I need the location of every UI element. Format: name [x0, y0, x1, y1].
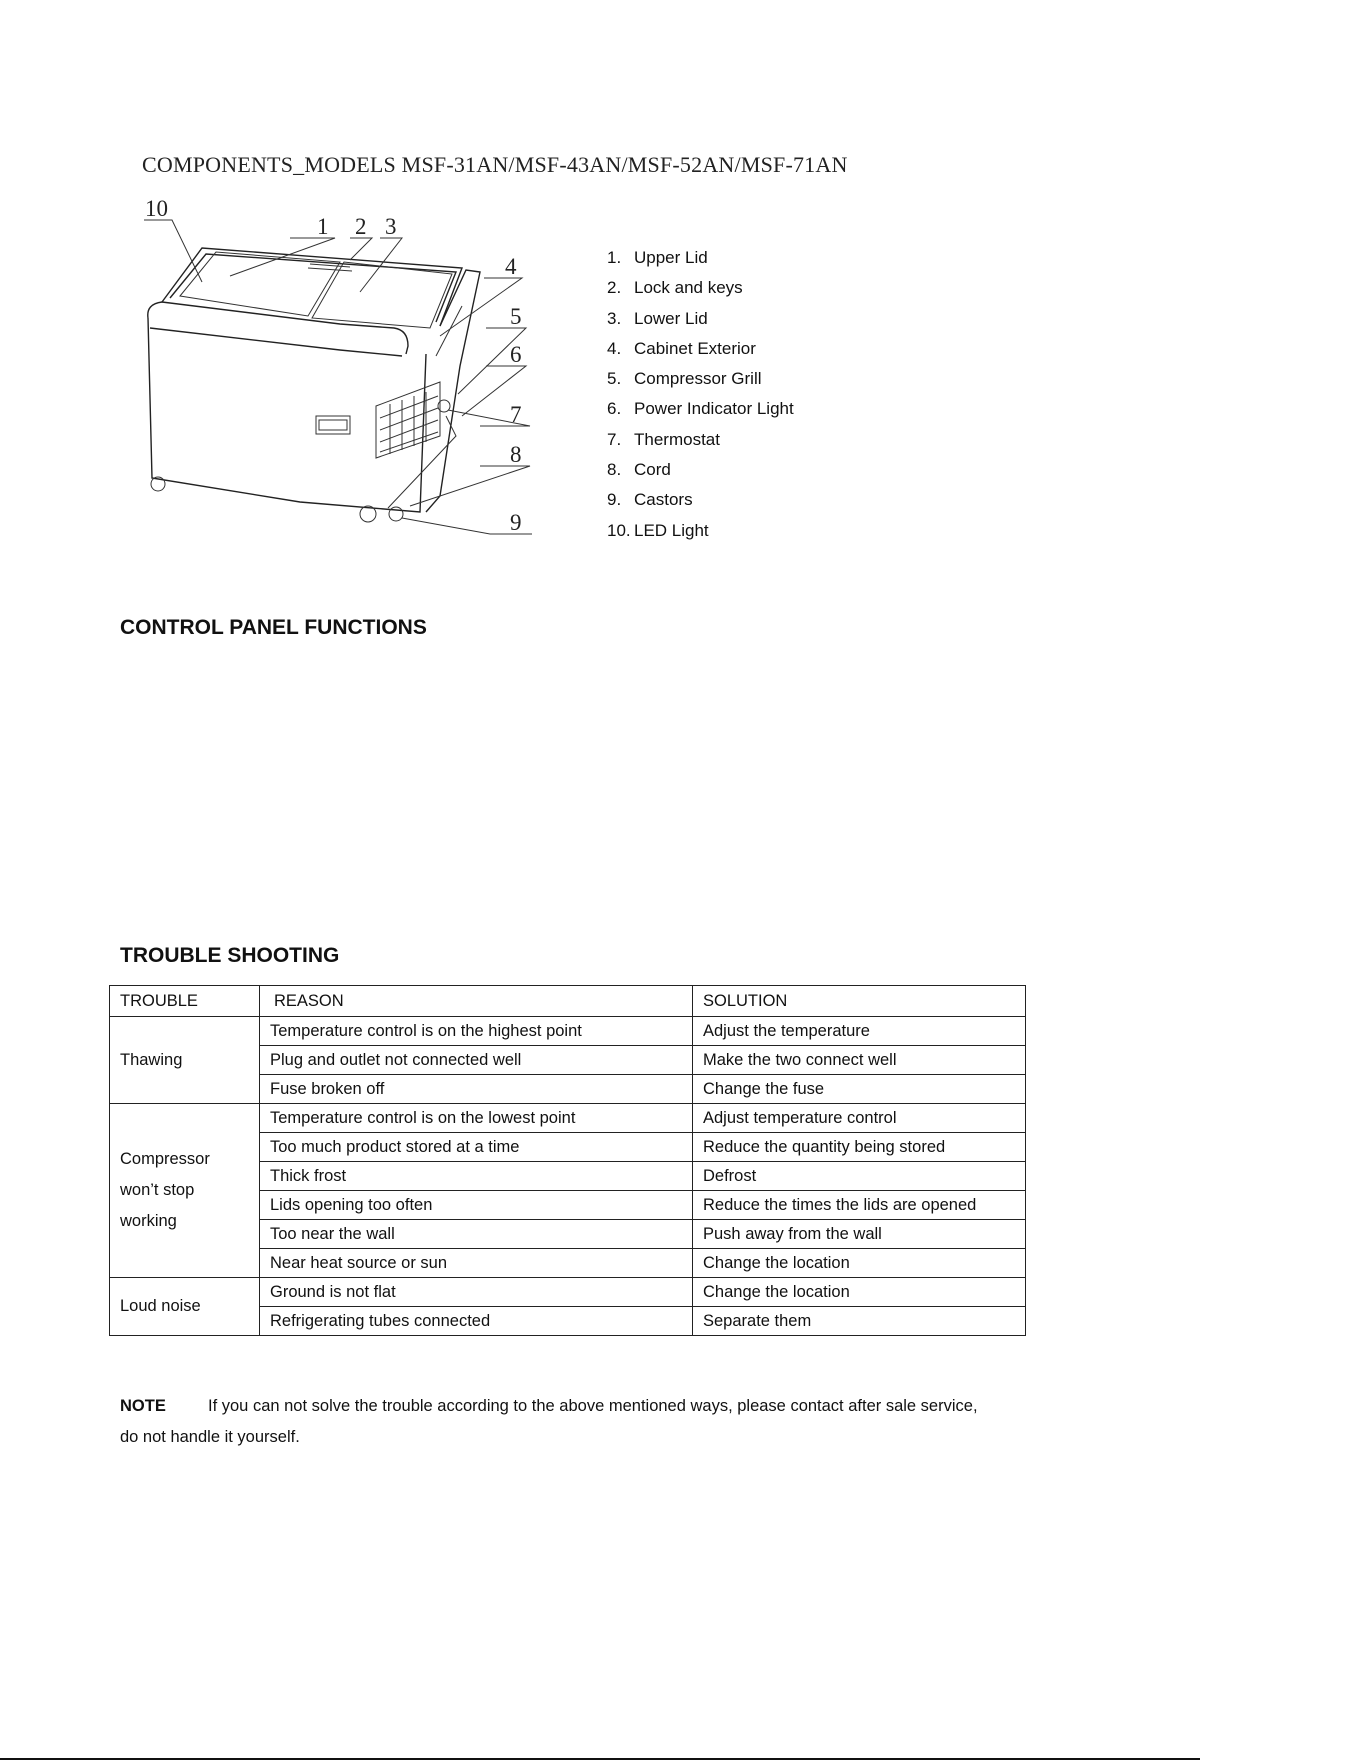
solution-cell: Change the location — [693, 1278, 1026, 1307]
trouble-line: working — [120, 1212, 177, 1230]
callout-7: 7 — [510, 402, 522, 427]
freezer-diagram — [140, 196, 540, 546]
solution-cell: Make the two connect well — [693, 1046, 1026, 1075]
table-row — [110, 1278, 1026, 1307]
part-number: 5. — [607, 369, 622, 389]
part-number: 7. — [607, 429, 622, 449]
parts-list — [607, 248, 794, 551]
reason-cell: Lids opening too often — [260, 1191, 693, 1220]
trouble-line: Thawing — [120, 1050, 183, 1069]
reason-cell: Thick frost — [260, 1162, 693, 1191]
solution-cell: Adjust temperature control — [693, 1104, 1026, 1133]
part-number: 8. — [607, 460, 622, 480]
parts-list-item — [607, 460, 794, 490]
callout-5: 5 — [510, 304, 522, 329]
trouble-cell — [110, 1104, 260, 1278]
castor-icon — [360, 506, 376, 522]
header-reason: REASON — [260, 986, 693, 1017]
troubleshooting-table-body — [110, 1017, 1026, 1336]
reason-cell: Near heat source or sun — [260, 1249, 693, 1278]
trouble-cell — [110, 1017, 260, 1104]
callout-1: 1 — [317, 214, 329, 239]
part-number: 2. — [607, 278, 622, 298]
parts-list-item — [607, 369, 794, 399]
trouble-line: won’t stop — [120, 1181, 195, 1199]
solution-cell: Push away from the wall — [693, 1220, 1026, 1249]
callout-3: 3 — [385, 214, 397, 239]
components-title: COMPONENTS_MODELS MSF-31AN/MSF-43AN/MSF-52AN/MSF-71AN — [142, 152, 848, 177]
part-label: Thermostat — [634, 429, 720, 449]
parts-list-item — [607, 278, 794, 308]
part-number: 10. — [607, 520, 631, 540]
part-number: 9. — [607, 490, 622, 510]
trouble-line: Loud noise — [120, 1297, 201, 1315]
table-row — [110, 1104, 1026, 1133]
part-label: Compressor Grill — [634, 369, 762, 389]
parts-list-item — [607, 490, 794, 520]
callout-6: 6 — [510, 342, 522, 367]
parts-list-item — [607, 399, 794, 429]
reason-cell: Temperature control is on the lowest point — [260, 1104, 693, 1133]
parts-list-item — [607, 521, 794, 551]
reason-cell: Too near the wall — [260, 1220, 693, 1249]
note-label: NOTE — [120, 1397, 166, 1415]
reason-cell: Temperature control is on the highest point — [260, 1017, 693, 1046]
parts-list-item — [607, 248, 794, 278]
troubleshooting-table — [109, 985, 1026, 1336]
part-label: Cabinet Exterior — [634, 338, 756, 358]
reason-cell: Refrigerating tubes connected — [260, 1307, 693, 1336]
reason-cell: Plug and outlet not connected well — [260, 1046, 693, 1075]
note-text: If you can not solve the trouble according to the above mentioned ways, please contact after sale service, do not handle it yourself. — [120, 1397, 978, 1446]
diagram-callouts — [144, 196, 532, 535]
callout-2: 2 — [355, 214, 367, 239]
solution-cell: Separate them — [693, 1307, 1026, 1336]
part-label: Lower Lid — [634, 308, 708, 328]
parts-list-item — [607, 309, 794, 339]
solution-cell: Reduce the times the lids are opened — [693, 1191, 1026, 1220]
trouble-cell — [110, 1278, 260, 1336]
reason-cell: Ground is not flat — [260, 1278, 693, 1307]
callout-9: 9 — [510, 510, 522, 535]
compressor-grill — [376, 382, 440, 458]
control-panel-heading: CONTROL PANEL FUNCTIONS — [120, 616, 427, 639]
logo-badge — [316, 416, 350, 434]
solution-cell: Change the location — [693, 1249, 1026, 1278]
solution-cell: Defrost — [693, 1162, 1026, 1191]
part-label: Upper Lid — [634, 248, 708, 267]
castor-icon — [389, 507, 403, 521]
part-label: Lock and keys — [634, 278, 743, 298]
solution-cell: Change the fuse — [693, 1075, 1026, 1104]
header-solution: SOLUTION — [693, 986, 1026, 1017]
reason-cell: Fuse broken off — [260, 1075, 693, 1104]
callout-4: 4 — [505, 254, 517, 279]
part-number: 3. — [607, 308, 622, 328]
solution-cell: Reduce the quantity being stored — [693, 1133, 1026, 1162]
part-number: 1. — [607, 248, 622, 267]
troubleshooting-heading: TROUBLE SHOOTING — [120, 944, 340, 967]
header-trouble: TROUBLE — [110, 986, 260, 1017]
part-number: 4. — [607, 338, 622, 358]
note — [120, 1391, 1000, 1453]
part-label: Power Indicator Light — [634, 399, 794, 419]
table-header-row — [110, 986, 1026, 1017]
callout-8: 8 — [510, 442, 522, 467]
part-number: 6. — [607, 399, 622, 419]
table-row — [110, 1017, 1026, 1046]
part-label: LED Light — [634, 520, 709, 540]
solution-cell: Adjust the temperature — [693, 1017, 1026, 1046]
callout-10: 10 — [145, 196, 168, 221]
trouble-line: Compressor — [120, 1150, 210, 1168]
part-label: Cord — [634, 460, 671, 480]
footer-rule — [0, 1758, 1200, 1760]
reason-cell: Too much product stored at a time — [260, 1133, 693, 1162]
parts-list-item — [607, 430, 794, 460]
parts-list-item — [607, 339, 794, 369]
part-label: Castors — [634, 490, 693, 510]
